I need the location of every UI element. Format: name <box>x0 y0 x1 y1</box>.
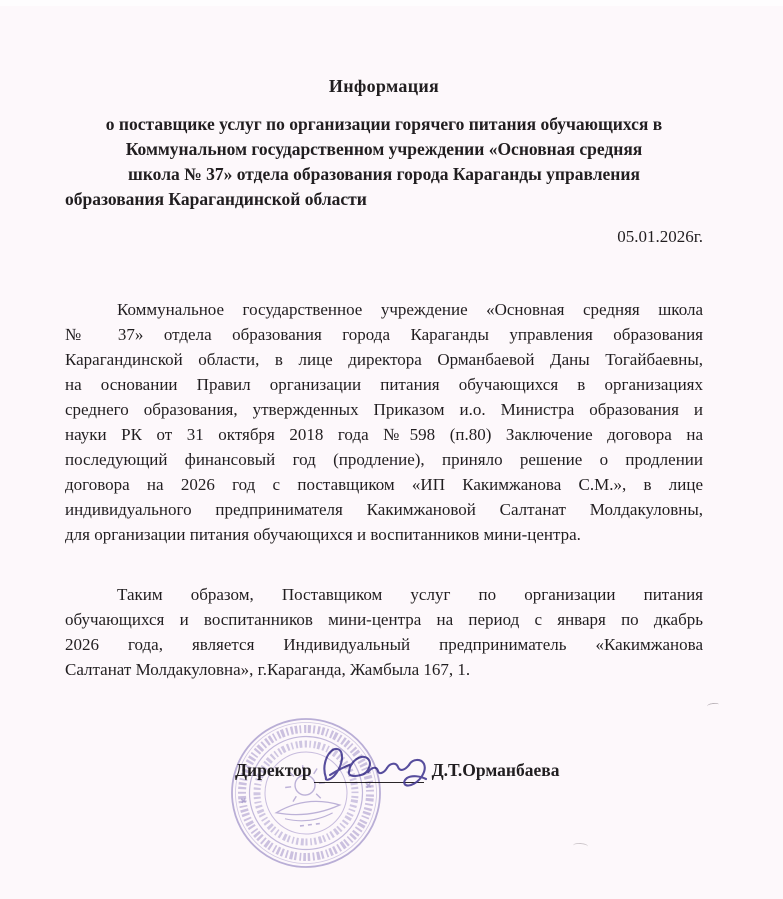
text-line: последующий финансовый год (продление), приняло решение о продлении <box>65 450 703 469</box>
document-date: 05.01.2026г. <box>617 227 703 246</box>
text-line: науки РК от 31 октября 2018 года №598 (п.80) Заключение договора на <box>65 425 703 444</box>
text-line: № 37» отдела образования города Караганды управления образования <box>65 325 703 344</box>
signature-role-label: Директор <box>235 760 312 780</box>
text-line: для организации питания обучающихся и воспитанников мини-центра. <box>65 525 581 544</box>
text-line: Коммунальном государственном учреждении «Основная средняя <box>125 139 643 159</box>
text-line: о поставщике услуг по организации горячего питания обучающихся в <box>105 114 663 134</box>
signature-person-name: Д.Т.Орманбаева <box>431 760 560 780</box>
body-paragraph-1 <box>65 297 703 547</box>
text-line: образования Карагандинской области <box>65 189 367 209</box>
text-line: Салтанат Молдакуловна», г.Караганда, Жамбыла 167, 1. <box>65 660 471 679</box>
text-line: обучающихся и воспитанников мини-центра на период с января по дкабрь <box>65 610 703 629</box>
scan-top-edge <box>0 0 783 6</box>
text-line: договора на 2026 год с поставщиком «ИП Какимжанова С.М.», в лице <box>65 475 703 494</box>
text-line: 2026 года, является Индивидуальный предприниматель «Какимжанова <box>65 635 703 654</box>
text-line: индивидуального предпринимателя Какимжановой Салтанат Молдакуловны, <box>65 500 703 519</box>
text-line: Таким образом, Поставщиком услуг по организации питания <box>117 585 703 604</box>
document-subtitle <box>65 112 703 212</box>
text-line: Коммунальное государственное учреждение «Основная средняя школа <box>117 300 703 319</box>
scan-smudge <box>707 702 720 709</box>
round-seal-stamp-icon <box>217 704 395 882</box>
text-line: на основании Правил организации питания обучающихся в организациях <box>65 375 703 394</box>
body-paragraph-2 <box>65 582 703 682</box>
text-line: Карагандинской области, в лице директора Орманбаевой Даны Тогайбаевны, <box>65 350 703 369</box>
text-line: школа № 37» отдела образования города Караганды управления <box>128 164 640 184</box>
document-title: Информация <box>328 76 440 96</box>
text-line: среднего образования, утвержденных Приказом и.о. Министра образования и <box>65 400 703 419</box>
scan-smudge <box>573 842 588 849</box>
